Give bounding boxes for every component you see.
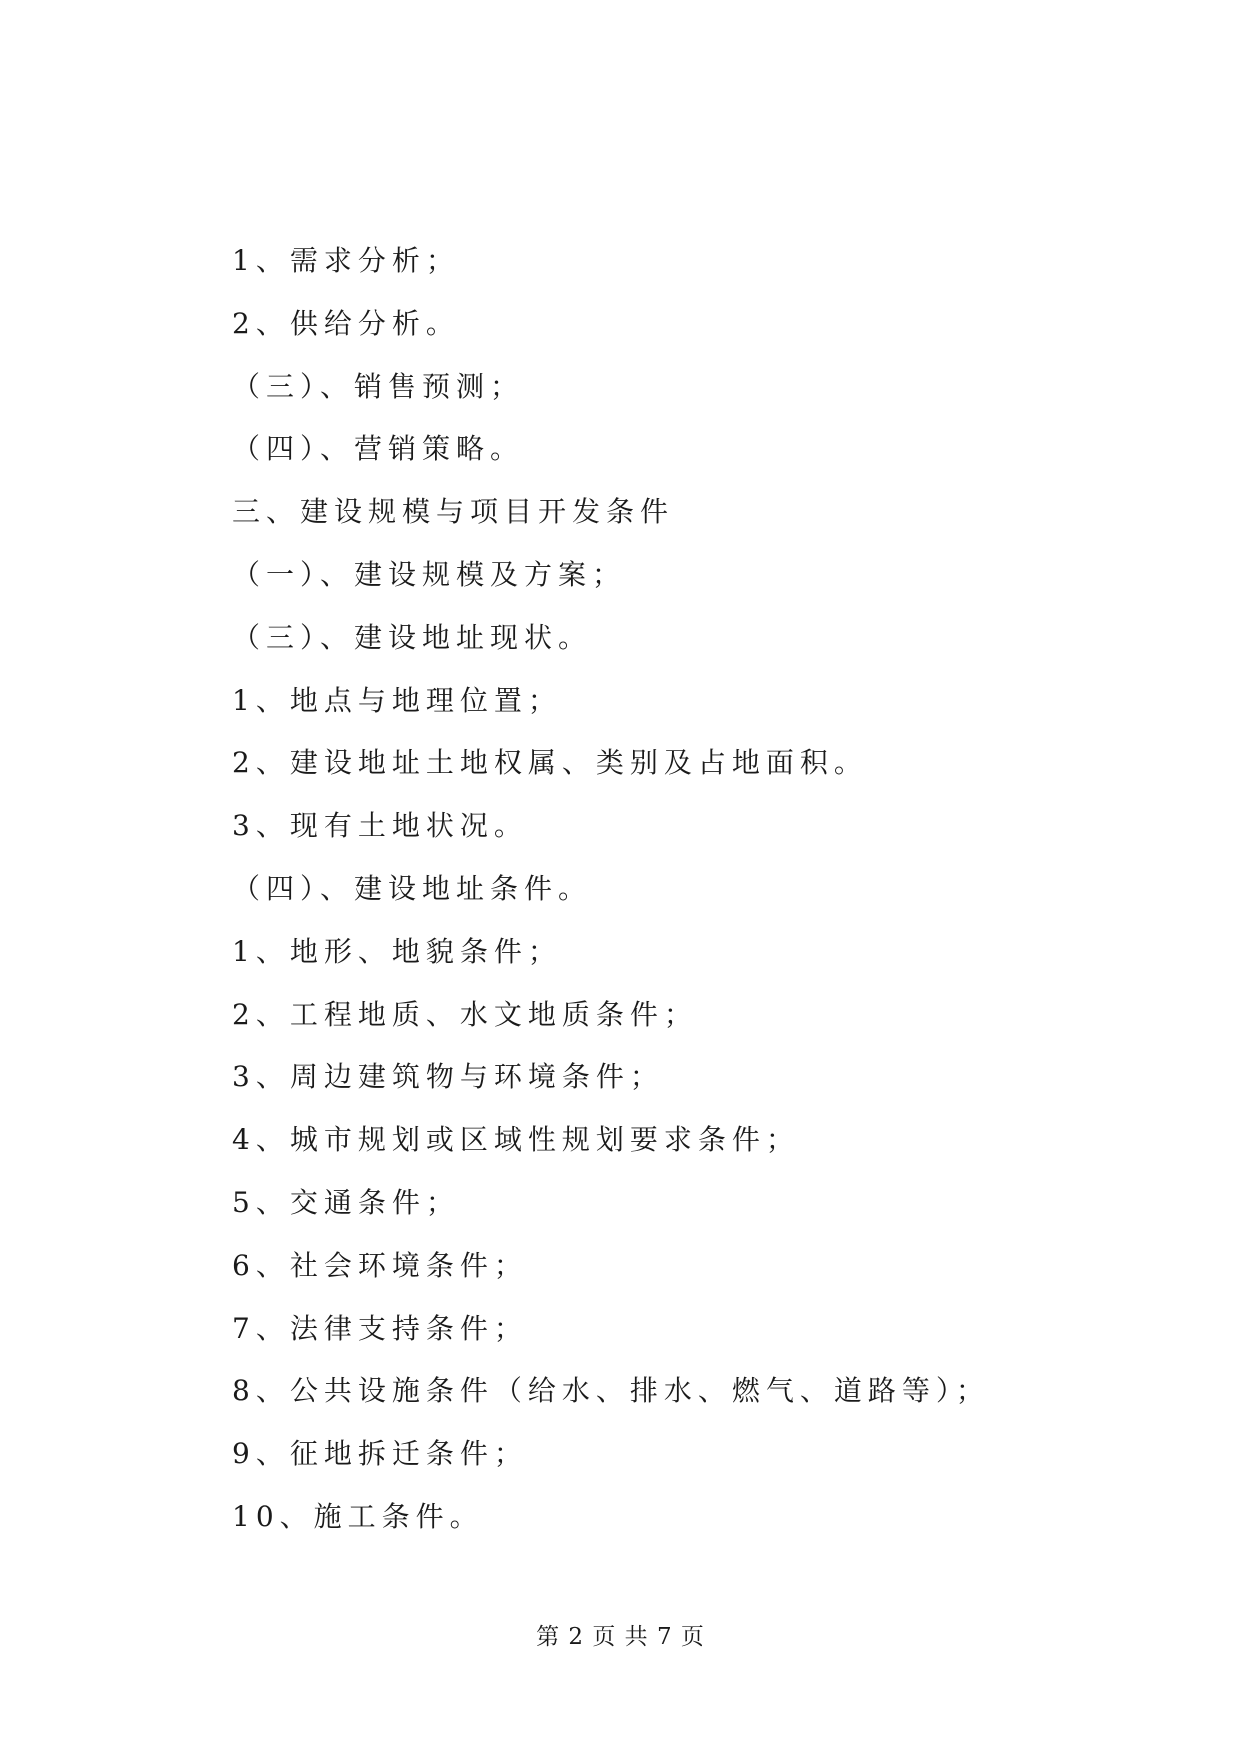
- outline-line: 3、周边建筑物与环境条件；: [232, 1060, 664, 1094]
- outline-line: 1、地形、地貌条件；: [232, 934, 562, 968]
- section-heading: 三、建设规模与项目开发条件: [232, 495, 675, 529]
- outline-line: （三）、销售预测；: [232, 369, 525, 403]
- outline-line: 5、交通条件；: [232, 1185, 460, 1219]
- outline-line: 1、需求分析；: [232, 244, 460, 277]
- page-number-footer: 第 2 页 共 7 页: [536, 1624, 705, 1650]
- outline-line: 9、征地拆迁条件；: [232, 1437, 528, 1471]
- outline-line: 2、建设地址土地权属、类别及占地面积。: [232, 746, 868, 780]
- outline-line: 6、社会环境条件；: [232, 1248, 528, 1282]
- outline-line: 1、地点与地理位置；: [232, 683, 562, 717]
- outline-line: 10、施工条件。: [232, 1499, 484, 1533]
- outline-line: 7、法律支持条件；: [232, 1311, 528, 1345]
- outline-line: 2、供给分析。: [232, 306, 460, 340]
- outline-line: （三）、建设地址现状。: [232, 620, 593, 654]
- outline-line: 2、工程地质、水文地质条件；: [232, 997, 698, 1031]
- outline-line: （一）、建设规模及方案；: [232, 557, 627, 591]
- outline-line: （四）、建设地址条件。: [232, 871, 593, 905]
- outline-line: （四）、营销策略。: [232, 432, 525, 466]
- outline-list: [232, 230, 990, 1549]
- outline-line: 3、现有土地状况。: [232, 809, 528, 843]
- outline-line: 4、城市规划或区域性规划要求条件；: [232, 1123, 800, 1157]
- outline-line: 8、公共设施条件（给水、排水、燃气、道路等）；: [232, 1374, 990, 1408]
